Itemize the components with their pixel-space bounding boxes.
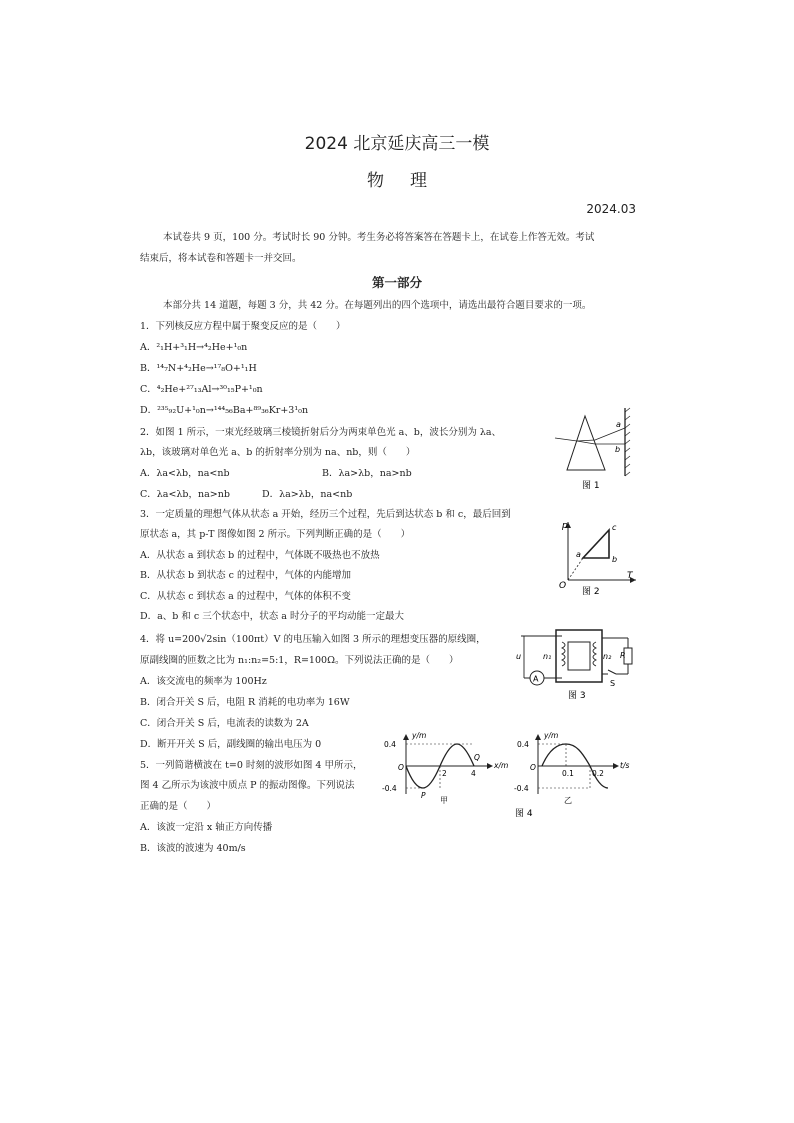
yi-xtick-01: 0.1: [562, 769, 574, 778]
yi-ylabel: y/m: [544, 731, 559, 740]
fig3-label-n2: n₂: [603, 652, 612, 661]
instructions-line-2: 结束后，将本试卷和答题卡一并交回。: [140, 253, 302, 264]
q2-stem-line-2: λb，该玻璃对单色光 a、b 的折射率分别为 na、nb，则（ ）: [140, 447, 416, 458]
figure-3-transformer: [516, 626, 636, 706]
exam-date: 2024.03: [586, 202, 636, 216]
yi-ytick-top: 0.4: [517, 740, 529, 749]
q4-option-a: A．该交流电的频率为 100Hz: [140, 676, 267, 687]
part-heading: 第一部分: [371, 275, 422, 290]
page-title: 2024 北京延庆高三一模: [304, 134, 490, 154]
secondary-coil: [593, 642, 596, 666]
ray-a: [577, 428, 625, 441]
q2-option-b: B．λa>λb，na>nb: [322, 468, 412, 479]
figure-1-prism: [555, 408, 635, 493]
q4-stem-line-2: 原副线圈的匝数之比为 n₁:n₂=5:1，R=100Ω。下列说法正确的是（ ）: [140, 655, 459, 666]
figure-2-p-t-graph: [556, 518, 638, 600]
point-p: P: [421, 791, 426, 800]
jia-xtick-4: 4: [471, 769, 476, 778]
q4-option-b: B．闭合开关 S 后，电阻 R 消耗的电功率为 16W: [140, 697, 350, 708]
q2-option-c: C．λa<λb，na>nb: [140, 489, 230, 500]
fig2-caption: 图 2: [582, 587, 600, 597]
q5-option-a: A．该波一定沿 x 轴正方向传播: [140, 822, 273, 833]
q3-option-d: D．a、b 和 c 三个状态中，状态 a 时分子的平均动能一定最大: [140, 611, 404, 622]
incident-ray: [555, 438, 577, 441]
q5-stem-line-3: 正确的是（ ）: [140, 801, 217, 812]
q1-option-d: D．²³⁵₉₂U+¹₀n→¹⁴⁴₅₆Ba+⁸⁹₃₆Kr+3¹₀n: [140, 405, 309, 416]
fig3-label-a: A: [533, 674, 539, 684]
fig2-axis-p: p: [562, 521, 568, 531]
subject-title: 物理: [367, 171, 453, 191]
ray-b: [577, 441, 625, 444]
fig1-label-b: b: [615, 445, 621, 454]
q3-stem-line-2: 原状态 a，其 p-T 图像如图 2 所示。下列判断正确的是（ ）: [140, 529, 411, 540]
q1-option-c: C．⁴₂He+²⁷₁₃Al→³⁰₁₅P+¹₀n: [140, 384, 263, 395]
jia-label: 甲: [440, 796, 448, 805]
transformer-core: [556, 630, 602, 682]
fig3-label-s: S: [610, 679, 616, 688]
q5-option-b: B．该波的波速为 40m/s: [140, 843, 246, 854]
fig3-label-r: R: [620, 651, 626, 660]
q2-option-d: D．λa>λb，na<nb: [262, 489, 353, 500]
wave-graph-yi: [514, 731, 629, 805]
fig1-label-a: a: [616, 420, 621, 429]
fig2-origin: O: [559, 581, 567, 591]
yi-xtick-02: 0.2: [592, 769, 604, 778]
fig3-caption: 图 3: [568, 691, 586, 701]
fig2-label-a: a: [576, 550, 581, 559]
jia-ytick-bottom: -0.4: [382, 784, 397, 793]
fig2-axis-t: T: [627, 571, 633, 581]
jia-ytick-top: 0.4: [384, 740, 396, 749]
q2-option-a: A．λa<λb，na<nb: [140, 468, 230, 479]
q3-option-c: C．从状态 c 到状态 a 的过程中，气体的体积不变: [140, 591, 351, 602]
yi-origin: O: [530, 763, 536, 772]
q2-stem-line-1: 2．如图 1 所示，一束光经玻璃三棱镜折射后分为两束单色光 a、b，波长分别为 λa、: [140, 427, 502, 438]
wave-graph-jia: [382, 731, 508, 805]
jia-xtick-2: 2: [442, 769, 447, 778]
q4-stem-line-1: 4．将 u=200√2sin（100πt）V 的电压输入如图 3 所示的理想变压器的原线圈，: [140, 634, 486, 645]
instructions-line-1: 本试卷共 9 页，100 分。考试时长 90 分钟。考生务必将答案答在答题卡上，在试卷上作答无效。考试: [163, 232, 595, 243]
prism-triangle: [567, 416, 605, 470]
figure-4-wave-graphs: [378, 730, 640, 822]
q1-option-a: A．²₁H+³₁H→⁴₂He+¹₀n: [140, 342, 248, 353]
q1-option-b: B．¹⁴₇N+⁴₂He→¹⁷₈O+¹₁H: [140, 363, 257, 374]
yi-xlabel: t/s: [620, 761, 630, 770]
fig3-label-n1: n₁: [543, 652, 552, 661]
fig4-caption: 图 4: [515, 809, 533, 819]
switch-s: [608, 670, 616, 674]
yi-ytick-bottom: -0.4: [514, 784, 529, 793]
q3-option-b: B．从状态 b 到状态 c 的过程中，气体的内能增加: [140, 570, 351, 581]
q5-stem-line-2: 图 4 乙所示为该波中质点 P 的振动图像。下列说法: [140, 780, 355, 791]
q3-stem-line-1: 3．一定质量的理想气体从状态 a 开始，经历三个过程，先后到达状态 b 和 c，最后回到: [140, 509, 511, 520]
primary-coil: [562, 642, 565, 666]
jia-xlabel: x/m: [494, 761, 509, 770]
q5-stem-line-1: 5．一列简谐横波在 t=0 时刻的波形如图 4 甲所示，: [140, 760, 363, 771]
cycle-abc: [583, 530, 609, 558]
q4-option-d: D．断开开关 S 后，副线圈的输出电压为 0: [140, 739, 322, 750]
q3-option-a: A．从状态 a 到状态 b 的过程中，气体既不吸热也不放热: [140, 550, 380, 561]
fig2-label-c: c: [612, 523, 617, 532]
jia-ylabel: y/m: [412, 731, 427, 740]
jia-origin: O: [398, 763, 404, 772]
yi-label: 乙: [564, 796, 572, 805]
fig3-label-u: u: [516, 652, 522, 661]
origin-dashed-line: [568, 558, 583, 580]
fig1-caption: 图 1: [582, 481, 600, 491]
q1-stem: 1．下列核反应方程中属于聚变反应的是（ ）: [140, 321, 346, 332]
point-q: Q: [474, 753, 480, 762]
q4-option-c: C．闭合开关 S 后，电流表的读数为 2A: [140, 718, 309, 729]
fig2-label-b: b: [612, 555, 618, 564]
part-intro: 本部分共 14 道题，每题 3 分，共 42 分。在每题列出的四个选项中，请选出最符合题目要求的一项。: [163, 300, 592, 311]
